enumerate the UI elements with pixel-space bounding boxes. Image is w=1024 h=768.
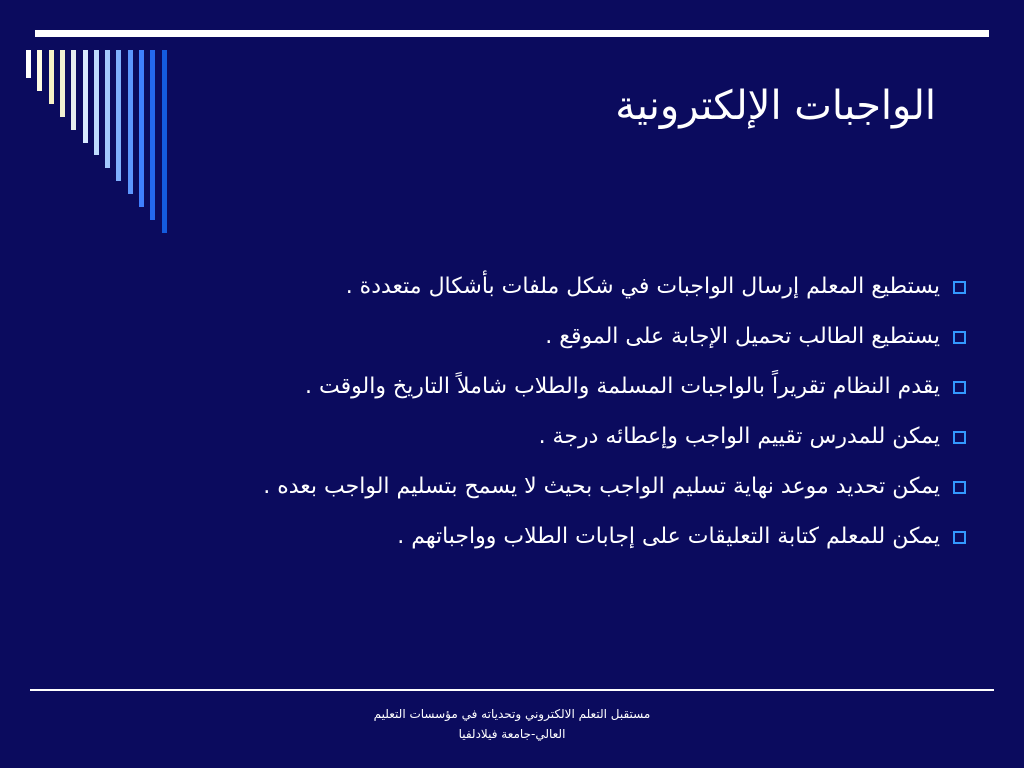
stripe — [162, 50, 167, 233]
stripe — [94, 50, 99, 155]
stripe — [139, 50, 144, 207]
bullet-item-3 — [106, 362, 966, 412]
stripe — [150, 50, 155, 220]
bullet-item-5 — [106, 462, 966, 512]
footer — [312, 704, 712, 744]
hollow-square-bullet-icon — [953, 281, 966, 294]
bullet-text: يمكن للمدرس تقييم الواجب وإعطائه درجة . — [538, 424, 940, 449]
hollow-square-bullet-icon — [953, 381, 966, 394]
stripe — [60, 50, 65, 117]
stripe — [116, 50, 121, 181]
footer-line-2: العالي-جامعة فيلادلفيا — [458, 727, 566, 741]
stripe — [105, 50, 110, 168]
bullet-item-6 — [106, 512, 966, 562]
stripe — [83, 50, 88, 143]
bottom-rule — [30, 689, 994, 691]
bullet-item-1 — [106, 262, 966, 312]
hollow-square-bullet-icon — [953, 531, 966, 544]
hollow-square-bullet-icon — [953, 431, 966, 444]
stripe — [49, 50, 54, 104]
bullet-text: يمكن للمعلم كتابة التعليقات على إجابات الطلاب وواجباتهم . — [397, 524, 940, 549]
stripe — [26, 50, 31, 78]
decorative-stripes — [0, 0, 180, 220]
stripe — [128, 50, 133, 194]
bullet-text: يقدم النظام تقريراً بالواجبات المسلمة والطلاب شاملاً التاريخ والوقت . — [305, 374, 940, 399]
bullet-text: يستطيع الطالب تحميل الإجابة على الموقع . — [545, 324, 940, 349]
bullet-text: يستطيع المعلم إرسال الواجبات في شكل ملفات بأشكال متعددة . — [345, 274, 940, 299]
footer-line-1: مستقبل التعلم الالكتروني وتحدياته في مؤسسات التعليم — [373, 707, 651, 721]
bullet-list — [106, 262, 966, 562]
stripe — [71, 50, 76, 130]
bullet-item-4 — [106, 412, 966, 462]
stripe — [37, 50, 42, 91]
slide-title: الواجبات الإلكترونية — [615, 83, 936, 129]
hollow-square-bullet-icon — [953, 331, 966, 344]
hollow-square-bullet-icon — [953, 481, 966, 494]
bullet-text: يمكن تحديد موعد نهاية تسليم الواجب بحيث لا يسمح بتسليم الواجب بعده . — [263, 474, 940, 499]
bullet-item-2 — [106, 312, 966, 362]
